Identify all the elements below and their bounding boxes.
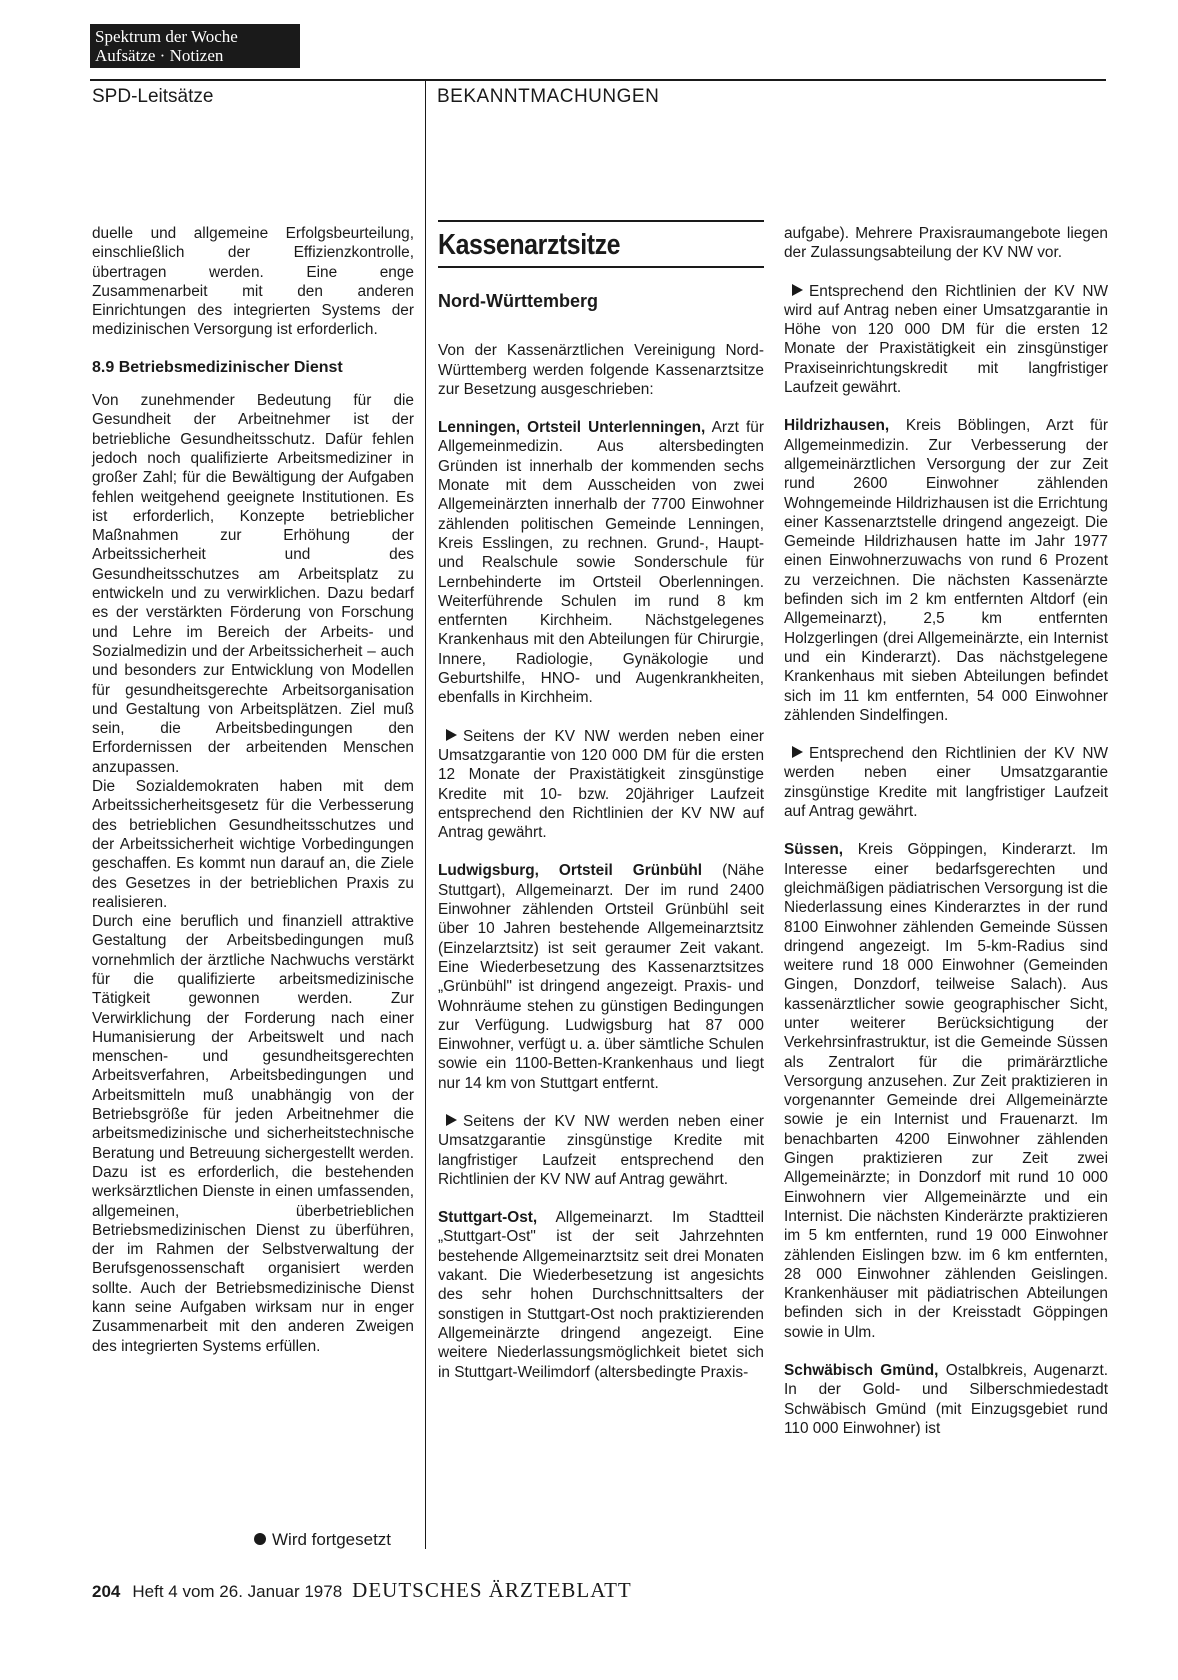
- listing-entry: [784, 1361, 1108, 1438]
- listing-note: Entsprechend den Richtlinien der KV NW werden neben einer Umsatzgarantie zinsgünstige Kredite mit langfristiger Laufzeit auf Antrag gewährt.: [784, 745, 1108, 821]
- listing-note: Seitens der KV NW werden neben einer Umsatzgarantie zinsgünstige Kredite mit langfristiger Laufzeit entsprechend den Richtlinien der KV NW auf Antrag gewährt.: [438, 1112, 764, 1188]
- listing-place: Ludwigsburg, Ortsteil Grünbühl: [438, 862, 703, 880]
- paragraph: aufgabe). Mehrere Praxisraumangebote liegen der Zulassungsabteilung der KV NW vor.: [784, 225, 1108, 262]
- listing-text: Arzt für Allgemeinmedizin. Aus altersbedingten Gründen ist innerhalb der kommenden sechs Monate mit dem Ausscheiden von zwei Allgemeinärzten innerhalb der 7700 Einwohner zählenden politischen Gemeinde Lenningen, Kreis Esslingen, zu rechnen. Grund-, Haupt- und Realschule sowie Sonderschule für Lernbehinderte im Ortsteil Oberlenningen. Weiterführende Schulen im rund 8 km entfernten Kirchheim. Nächstgelegenes Krankenhaus mit den Abteilungen für Chirurgie, Innere, Radiologie, Gynäkologie und Geburtshilfe, HNO- und Augenkrankheiten, ebenfalls in Kirchheim.: [438, 419, 764, 707]
- triangle-bullet-icon: [792, 746, 803, 758]
- listing-place: Schwäbisch Gmünd,: [784, 1362, 939, 1380]
- masthead-line-2: Aufsätze · Notizen: [95, 46, 224, 65]
- column-divider: [425, 79, 426, 1549]
- listing-text: Kreis Böblingen, Arzt für Allgemeinmedizin. Zur Verbesserung der allgemeinärztlichen Versorgung der zur Zeit rund 2600 Einwohner zählenden Wohngemeinde Hildrizhausen ist die Errichtung einer Kassenarztstelle dringend angezeigt. Die Gemeinde Hildrizhausen hatte im Jahr 1977 einen Einwohnerzuwachs von rund 6 Prozent zu verzeichnen. Die nächsten Kassenärzte befinden sich im 2 km entfernten Altdorf (ein Allgemeinarzt), 2,5 km entfernten Holzgerlingen (drei Allgemeinärzte, ein Internist und ein Kinderarzt). Das nächstgelegene Krankenhaus mit sieben Abteilungen befindet sich im 11 km entfernten, 54 000 Einwohner zählenden Sindelfingen.: [784, 417, 1108, 724]
- section-title-right: BEKANNTMACHUNGEN: [437, 86, 660, 107]
- paragraph: Die Sozialdemokraten haben mit dem Arbeitssicherheitsgesetz für die Verbesserung des betrieblichen Gesundheitsschutzes und der Arbeitssicherheit wichtige Vorbedingungen geschaffen. Es kommt nun darauf an, die Ziele des Gesetzes in der betrieblichen Praxis zu realisieren.: [92, 778, 414, 911]
- listing-note: Entsprechend den Richtlinien der KV NW wird auf Antrag neben einer Umsatzgarantie in Höhe von 120 000 DM für die ersten 12 Monate der Praxistätigkeit ein zinsgünstiger Praxiseinrichtungskredit mit langfristiger Laufzeit gewährt.: [784, 282, 1108, 397]
- listing-text: Kreis Göppingen, Kinderarzt. Im Interesse einer bedarfsgerechten und gleichmäßigen pädiatrischen Versorgung ist die Niederlassung eines Kinderarztes in der rund 8100 Einwohner zählenden Gemeinde Süssen dringend angezeigt. Im 5-km-Radius sind weitere rund 18 000 Einwohner (Gemeinden Gingen, Donzdorf, teilweise Salach). Aus kassenärztlicher sowie geographischer Sicht, unter weiterer Berücksichtigung der Verkehrsinfrastruktur, ist die Gemeinde Süssen als Zentralort für die primärärztliche Versorgung anzusehen. Zur Zeit praktizieren in vorgenannter Gemeinde drei Allgemeinärzte sowie je ein Internist und Frauenarzt. Im benachbarten 4200 Einwohner zählenden Gingen praktizieren zur Zeit zwei Allgemeinärzte; in Donzdorf mit rund 10 000 Einwohnern vier Allgemeinärzte und ein Internist. Die nächsten Kinderärzte praktizieren im 5 km entfernten, rund 19 000 Einwohner zählenden Eislingen bzw. im 6 km entfernten, 28 000 Einwohner zählenden Geislingen. Krankenhäuser mit pädiatrischen Abteilungen befinden sich in der Kreisstadt Göppingen sowie in Ulm.: [784, 841, 1108, 1341]
- listing-text: Allgemeinarzt. Im Stadtteil „Stuttgart-Ost" ist der seit Jahrzehnten bestehende Allgemeinarztsitz seit drei Monaten vakant. Die Wiederbesetzung ist angesichts des sehr hohen Durchschnittsalters der sonstigen in Stuttgart-Ost noch praktizierenden Allgemeinärzte dringend angezeigt. Eine weitere Niederlassungsmöglichkeit bietet sich in Stuttgart-Weilimdorf (altersbedingte Praxis-: [438, 1209, 764, 1381]
- listing-entry: [784, 840, 1108, 1342]
- column-left: [92, 224, 414, 1356]
- masthead: [90, 24, 300, 68]
- listing-text: (Nähe Stuttgart), Allgemeinarzt. Der im rund 2400 Einwohner zählenden Ortsteil Grünbühl seit über 10 Jahren bestehende Allgemeinarztsitz (Einzelarztsitz) ist seit geraumer Zeit vakant. Eine Wiederbesetzung des Kassenarztsitzes „Grünbühl" ist dringend angezeigt. Praxis- und Wohnräume stehen zu günstigen Bedingungen zur Verfügung. Ludwigsburg hat 87 000 Einwohner, verfügt u. a. über sämtliche Schulen sowie ein 1100-Betten-Krankenhaus und liegt nur 14 km von Stuttgart entfernt.: [438, 862, 765, 1092]
- paragraph: Von zunehmender Bedeutung für die Gesundheit der Arbeitnehmer ist der betriebliche Gesundheitsschutz. Dafür fehlen jedoch noch qualifizierte Arbeitsmediziner in großer Zahl; für die Bewältigung der Aufgaben fehlen weitgehend geeignete Institutionen. Es ist erforderlich, Konzepte betrieblicher Maßnahmen zur Erhöhung der Arbeitssicherheit und des Gesundheitsschutzes am Arbeitsplatz zu entwickeln und zu verwirklichen. Dazu bedarf es der verstärkten Förderung von Forschung und Lehre im Bereich der Arbeits- und Sozialmedizin und der Arbeitssicherheit – auch und besonders zur Entwicklung von Modellen für gesundheitsgerechte Arbeitsorganisation und Gestaltung von Arbeitsplätzen. Ziel muß sein, die Arbeitsbedingungen den Erfordernissen der arbeitenden Menschen anzupassen.: [92, 392, 414, 776]
- listing-entry: [438, 861, 764, 1093]
- triangle-bullet-icon: [446, 1114, 457, 1126]
- listing-entry: [438, 418, 764, 707]
- listing-note: Seitens der KV NW werden neben einer Umsatzgarantie von 120 000 DM für die ersten 12 Monate der Praxistätigkeit zinsgünstige Kredite mit 10- bzw. 20jähriger Laufzeit entsprechend den Richtlinien der KV NW auf Antrag gewährt.: [438, 727, 764, 842]
- listing-place: Süssen,: [784, 841, 844, 859]
- article-header: [438, 220, 764, 268]
- paragraph: duelle und allgemeine Erfolgsbeurteilung, einschließlich der Effizienzkontrolle, übertragen werden. Eine enge Zusammenarbeit mit den anderen Einrichtungen des integrierten Systems der medizinischen Versorgung ist erforderlich.: [92, 225, 414, 339]
- listing-place: Stuttgart-Ost,: [438, 1209, 538, 1227]
- continued-note: [254, 1530, 391, 1550]
- column-right: [784, 224, 1108, 1438]
- triangle-bullet-icon: [792, 284, 803, 296]
- triangle-bullet-icon: [446, 729, 457, 741]
- paragraph: Von der Kassenärztlichen Vereinigung Nord-Württemberg werden folgende Kassenarztsitze zur Besetzung ausgeschrieben:: [438, 342, 764, 398]
- article-title: Kassenarztsitze: [438, 229, 621, 261]
- continued-label: Wird fortgesetzt: [272, 1530, 392, 1549]
- magazine-name: DEUTSCHES ÄRZTEBLATT: [352, 1578, 632, 1602]
- subheading: 8.9 Betriebsmedizinischer Dienst: [92, 358, 343, 376]
- listing-text: Ostalbkreis, Augenarzt. In der Gold- und Silberschmiedestadt Schwäbisch Gmünd (mit Einzugsgebiet rund 110 000 Einwohner) ist: [784, 1362, 1108, 1437]
- region-heading: Nord-Württemberg: [438, 291, 598, 311]
- bullet-icon: [254, 1533, 266, 1545]
- section-title-left: SPD-Leitsätze: [92, 86, 214, 107]
- page-number: 204: [92, 1582, 121, 1601]
- listing-place: Hildrizhausen,: [784, 417, 890, 435]
- masthead-line-1: Spektrum der Woche: [95, 27, 238, 46]
- listing-entry: [438, 1208, 764, 1382]
- paragraph: Durch eine beruflich und finanziell attraktive Gestaltung der Arbeitsbedingungen muß vornehmlich der ärztliche Nachwuchs verstärkt für die qualifizierte arbeitsmedizinische Tätigkeit gewonnen werden. Zur Verwirklichung der Forderung nach einer Humanisierung der Arbeitswelt und nach menschen- und gesundheitsgerechten Arbeitsverfahren, Arbeitsbedingungen und Arbeitsmitteln muß unabhängig von der Betriebsgröße für jeden Arbeitnehmer die arbeitsmedizinische und sicherheitstechnische Beratung und Betreuung sichergestellt werden. Dazu ist es erforderlich, die bestehenden werksärztlichen Dienste in einen umfassenden, allgemeinen, überbetrieblichen Betriebsmedizinischen Dienst zu überführen, der im Rahmen der Selbstverwaltung der Berufsgenossenschaft organisiert werden sollte. Auch der Betriebsmedizinische Dienst kann seine Aufgaben wirksam nur in enger Zusammenarbeit mit den anderen Zweigen des integrierten Systems erfüllen.: [92, 913, 414, 1355]
- listing-place: Lenningen, Ortsteil Unterlenningen,: [438, 419, 706, 437]
- top-rule: [90, 79, 1106, 81]
- issue-info: Heft 4 vom 26. Januar 1978: [132, 1582, 343, 1601]
- column-middle: [438, 224, 764, 1382]
- page-footer: [92, 1578, 632, 1603]
- listing-entry: [784, 416, 1108, 725]
